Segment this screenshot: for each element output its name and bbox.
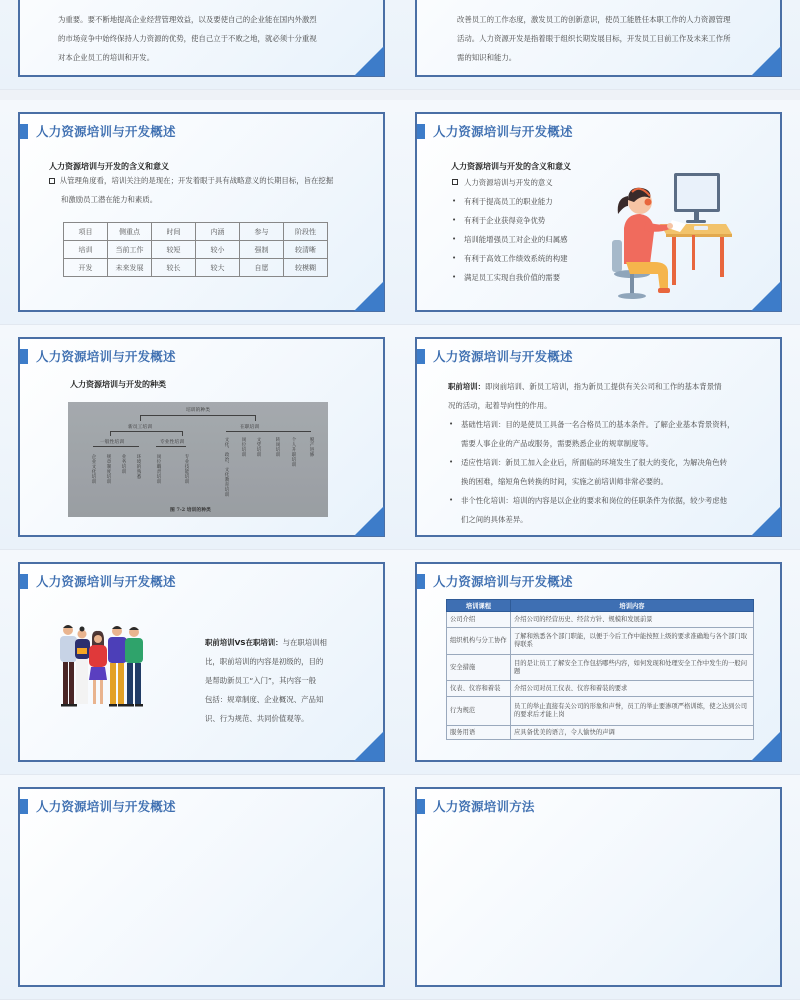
table-row: 公司介绍 介绍公司的经营历史、经营方针、规模和发展前景 bbox=[447, 612, 754, 628]
figure-caption: 图 7-2 培训的种类 bbox=[170, 507, 211, 513]
table-row: 服务用语 应具备优美的语言，令人愉快的声调 bbox=[447, 726, 754, 740]
table-row: 项目 侧重点 时间 内涵 参与 阶段性 bbox=[64, 223, 328, 241]
corner-decoration bbox=[354, 281, 384, 311]
slide-frame bbox=[415, 112, 782, 312]
slide-thumbnail-1-left[interactable] bbox=[0, 100, 400, 325]
corner-decoration bbox=[354, 46, 384, 76]
slide-title: 人力资源培训与开发概述 bbox=[433, 349, 573, 364]
table-row: 开发 未来发展 较长 较大 自愿 较模糊 bbox=[64, 259, 328, 277]
benefit-list bbox=[451, 173, 567, 287]
slide-thumbnail-3-left[interactable] bbox=[0, 550, 400, 775]
slide-thumbnail-2-left[interactable] bbox=[0, 325, 400, 550]
title-accent-bar bbox=[417, 574, 425, 589]
slide-frame bbox=[18, 112, 385, 312]
slide-thumbnail-0-right[interactable] bbox=[400, 0, 800, 90]
list-item: 人力资源培训与开发的意义 bbox=[451, 173, 567, 192]
bullet-dot-icon: • bbox=[452, 273, 457, 281]
team-of-five-people-illustration bbox=[54, 622, 149, 717]
slide-title: 人力资源培训方法 bbox=[433, 799, 535, 814]
slide-subtitle: 人力资源培训与开发的含义和意义 bbox=[49, 162, 169, 171]
slide-subtitle: 人力资源培训与开发的种类 bbox=[70, 380, 166, 389]
slide-frame bbox=[415, 562, 782, 762]
title-accent-bar bbox=[20, 799, 28, 814]
bullet-dot-icon: • bbox=[452, 197, 457, 205]
title-accent-bar bbox=[417, 799, 425, 814]
slide-title: 人力资源培训与开发概述 bbox=[36, 349, 176, 364]
title-accent-bar bbox=[417, 124, 425, 139]
corner-decoration bbox=[751, 281, 781, 311]
slide-frame bbox=[18, 562, 385, 762]
slide-frame bbox=[415, 787, 782, 987]
corner-decoration bbox=[751, 46, 781, 76]
slide-thumbnail-4-right[interactable] bbox=[400, 775, 800, 1000]
bullet-dot-icon: • bbox=[449, 420, 454, 428]
slide-title: 人力资源培训与开发概述 bbox=[433, 574, 573, 589]
slide-frame bbox=[415, 337, 782, 537]
slide-title: 人力资源培训与开发概述 bbox=[433, 124, 573, 139]
title-accent-bar bbox=[20, 124, 28, 139]
corner-decoration bbox=[354, 731, 384, 761]
slide-frame bbox=[18, 337, 385, 537]
table-row: 安全措施 目的是让员工了解安全工作包括哪些内容，如何发现和处理安全工作中发生的一般问题 bbox=[447, 655, 754, 681]
comparison-table bbox=[63, 222, 328, 277]
training-type-list bbox=[448, 415, 778, 529]
bullet-dot-icon: • bbox=[449, 496, 454, 504]
list-item: • 培训能增强员工对企业的归属感 bbox=[451, 230, 567, 249]
slide-title: 人力资源培训与开发概述 bbox=[36, 574, 176, 589]
woman-at-computer-illustration bbox=[610, 162, 730, 302]
slide-subtitle: 人力资源培训与开发的含义和意义 bbox=[451, 162, 571, 171]
list-item: • 满足员工实现自我价值的需要 bbox=[451, 268, 567, 287]
slide-thumbnail-1-right[interactable] bbox=[400, 100, 800, 325]
slide-frame bbox=[415, 0, 782, 77]
slide-paragraph: 职前培训VS在职培训：与在职培训相 比，职前培训的内容是初级的，目的 是帮助新员工“入门”，其内容一般 包括：规章制度、企业概况、产品知 识、行为规范、共同价值观等。 bbox=[205, 638, 327, 723]
list-item: • 基础性培训：目的是使员工具备一名合格员工的基本条件。了解企业基本背景资料， 需要人事企业的产品或服务，需要熟悉企业的规章制度等。 bbox=[448, 415, 778, 453]
slide-frame bbox=[18, 787, 385, 987]
corner-decoration bbox=[751, 731, 781, 761]
list-item: • 有利于企业获得竞争优势 bbox=[451, 211, 567, 230]
title-accent-bar bbox=[417, 349, 425, 364]
slide-paragraph: 从管理角度看，培训关注的是现在；开发着眼于具有战略意义的长期目标，旨在挖掘 和激励员工潜在能力和素质。 bbox=[49, 171, 379, 209]
list-item: • 有利于高效工作绩效系统的构建 bbox=[451, 249, 567, 268]
list-item: • 非个性化培训：培训的内容是以企业的要求和岗位的任职条件为依据，较少考虑他 们之间的具体差异。 bbox=[448, 491, 778, 529]
table-row: 组织机构与分工协作 了解和熟悉各个部门职能，以便于今后工作中能按照上级的要求准确地与各个部门取得联系 bbox=[447, 628, 754, 655]
corner-decoration bbox=[751, 506, 781, 536]
title-accent-bar bbox=[20, 574, 28, 589]
bullet-dot-icon: • bbox=[452, 216, 457, 224]
slide-paragraph: 为重要。要不断地提高企业经营管理效益，以及要使自己的企业能在国内外激烈 的市场竞争中始终保持人力资源的优势，使自己立于不败之地，就必须十分重视 对本企业员工的培训和开发。 bbox=[58, 15, 317, 62]
bullet-dot-icon: • bbox=[452, 235, 457, 243]
slide-frame bbox=[18, 0, 385, 77]
slide-title: 人力资源培训与开发概述 bbox=[36, 124, 176, 139]
title-accent-bar bbox=[20, 349, 28, 364]
training-types-figure: 培训的种类 新员工培训 在职培训 一般性培训 专业性培训 企业文化培训 规章制度培训 业务培训 环境的熟悉 岗位職责培训 专业技能培训 文化、政治、文化教育培训 岗位培训 文凭培训 转岗培训 个人升职培训 脱产进修 图 7-2 培训的种类 bbox=[68, 402, 328, 517]
bullet-dot-icon: • bbox=[452, 254, 457, 262]
table-row: 仪表、仪容和着装 介绍公司对员工仪表、仪容和着装的要求 bbox=[447, 681, 754, 697]
table-header-row: 培训课程 培训内容 bbox=[447, 600, 754, 612]
slide-paragraph: 改善员工的工作态度，激发员工的创新意识，使员工能胜任本职工作的人力资源管理 活动。人力资源开发是指着眼于组织长期发展目标，开发员工目前工作及未来工作所 需的知识和能力。 bbox=[457, 15, 731, 62]
list-item: • 适应性培训：新员工加入企业后，所面临的环境发生了很大的变化，为解决角色转 换的困难，缩短角色转换的时间，实施之前培训师非常必要的。 bbox=[448, 453, 778, 491]
training-course-table bbox=[446, 599, 754, 740]
slide-thumbnail-4-left[interactable] bbox=[0, 775, 400, 1000]
slide-thumbnail-0-left[interactable] bbox=[0, 0, 400, 90]
slide-thumbnail-2-right[interactable] bbox=[400, 325, 800, 550]
square-bullet-icon bbox=[452, 179, 458, 185]
slide-title: 人力资源培训与开发概述 bbox=[36, 799, 176, 814]
corner-decoration bbox=[354, 506, 384, 536]
slide-paragraph: 职前培训：即岗前培训、新员工培训，指为新员工提供有关公司和工作的基本背景情 况的活动，起着导向性的作用。 bbox=[448, 382, 722, 410]
bullet-dot-icon: • bbox=[449, 458, 454, 466]
table-row: 行为规范 员工的举止直接有关公司的形象和声誉，员工的举止要渗项严格训练，使之达到公司的要求后才能上岗 bbox=[447, 697, 754, 726]
square-bullet-icon bbox=[49, 178, 55, 184]
list-item: • 有利于提高员工的职业能力 bbox=[451, 192, 567, 211]
table-row: 培训 当前工作 较短 较小 强制 较清晰 bbox=[64, 241, 328, 259]
slide-thumbnail-3-right[interactable] bbox=[400, 550, 800, 775]
